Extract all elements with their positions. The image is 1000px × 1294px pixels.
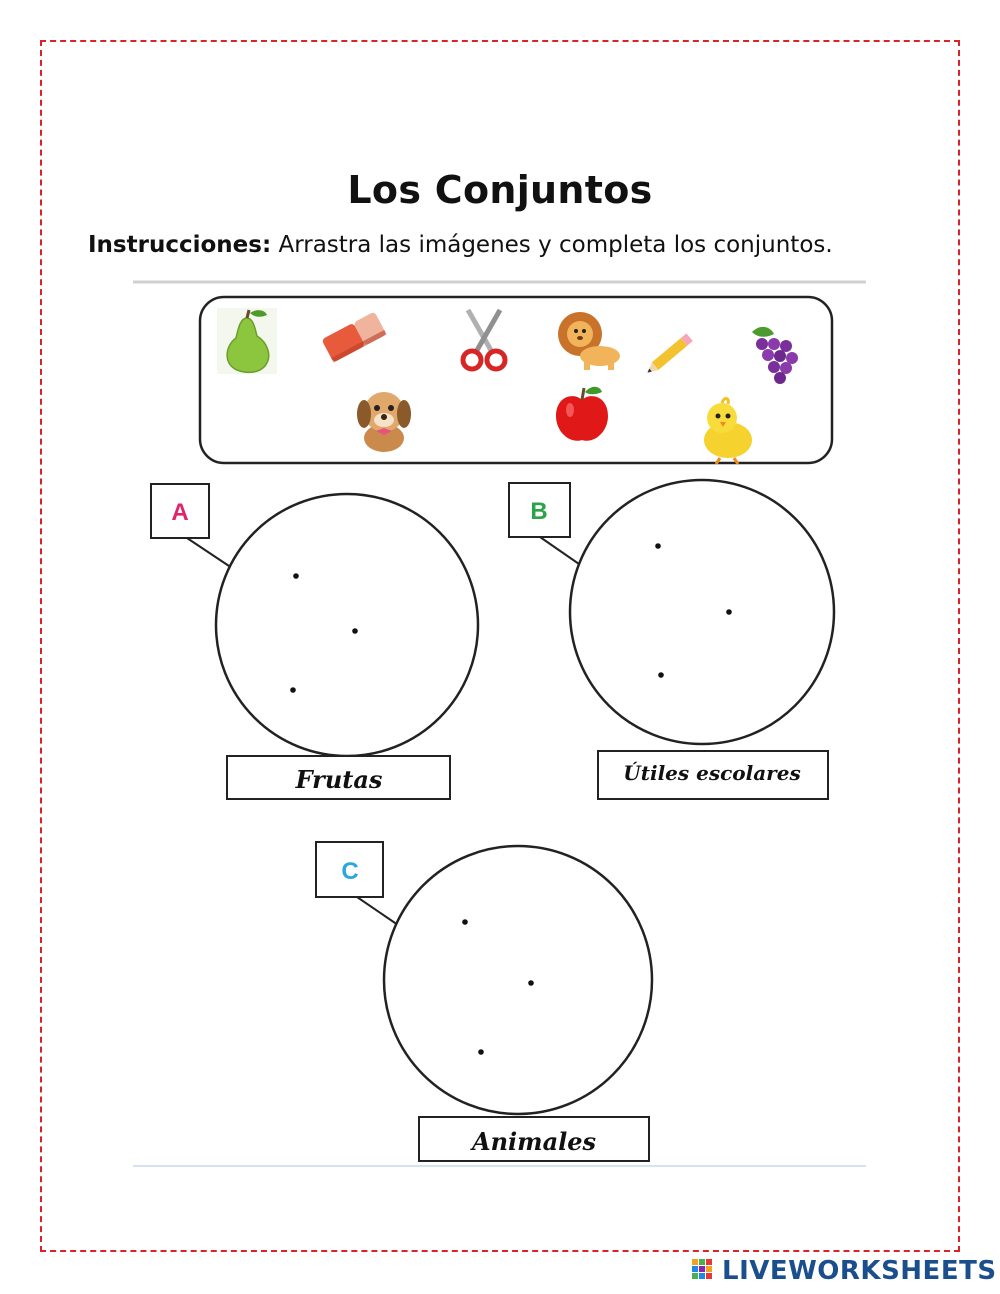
set-b-connector: [540, 537, 579, 564]
set-b-drop-point[interactable]: [658, 672, 664, 678]
set-a-connector: [187, 538, 229, 566]
set-c-label: Animales: [471, 1127, 597, 1156]
set-a-drop-point[interactable]: [293, 573, 299, 579]
set-b-circle[interactable]: [570, 480, 834, 744]
instructions-text: Arrastra las imágenes y completa los conjuntos.: [278, 232, 833, 258]
set-a-letter: A: [171, 499, 189, 526]
set-c-drop-point[interactable]: [478, 1049, 484, 1055]
page-title: Los Conjuntos: [347, 168, 653, 212]
set-b-letter: B: [530, 498, 548, 525]
set-b-drop-point[interactable]: [655, 543, 661, 549]
liveworksheets-logo[interactable]: [692, 1254, 997, 1288]
set-c-letter: C: [341, 858, 359, 885]
set-c-drop-point[interactable]: [528, 980, 534, 986]
set-a-circle[interactable]: [216, 494, 478, 756]
set-b-drop-point[interactable]: [726, 609, 732, 615]
set-c-drop-point[interactable]: [462, 919, 468, 925]
set-c-connector: [357, 897, 398, 925]
pear-icon[interactable]: [217, 308, 277, 374]
logo-text: LIVEWORKSHEETS: [722, 1256, 997, 1286]
logo-blocks-icon: [692, 1259, 718, 1283]
set-b-label: Útiles escolares: [623, 761, 801, 785]
set-a-drop-point[interactable]: [352, 628, 358, 634]
set-c-circle[interactable]: [384, 846, 652, 1114]
set-a-label: Frutas: [295, 765, 383, 794]
instructions-label: Instrucciones:: [88, 232, 272, 258]
set-a-drop-point[interactable]: [290, 687, 296, 693]
